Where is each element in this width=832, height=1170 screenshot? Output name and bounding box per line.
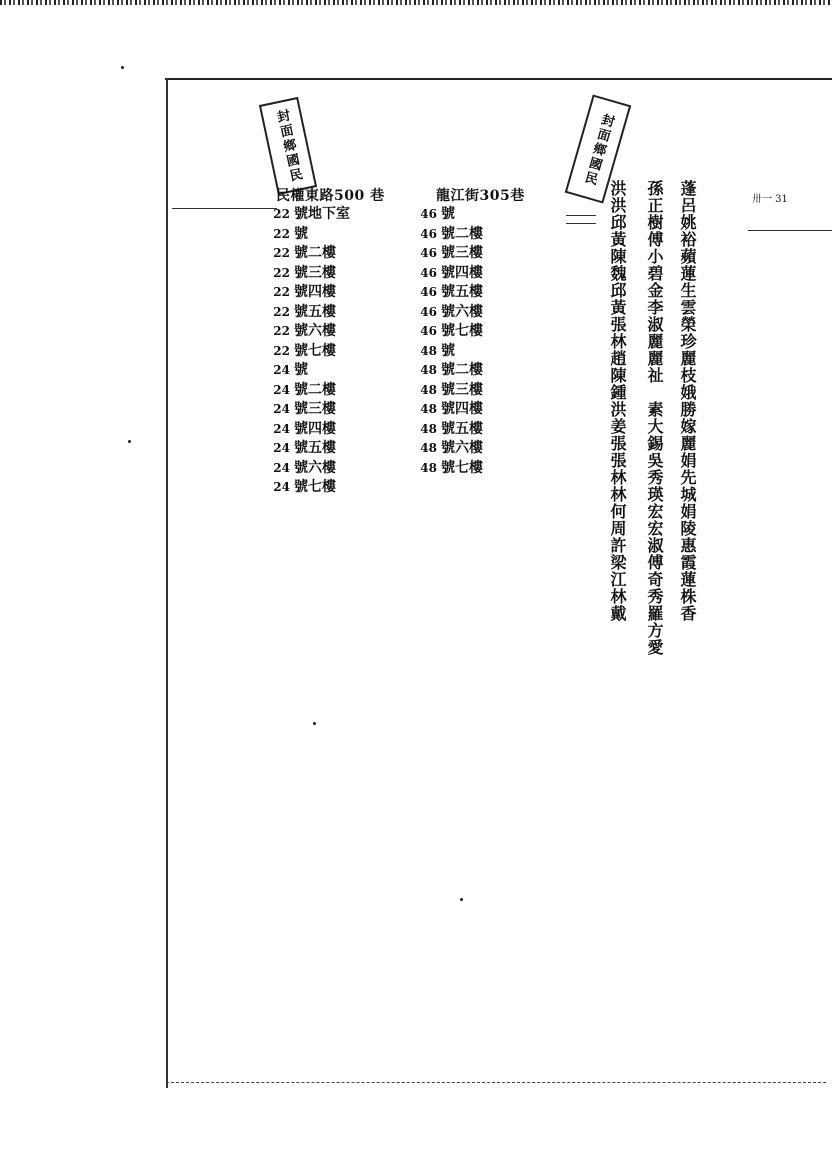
address-row — [415, 205, 483, 225]
address-row — [268, 400, 350, 420]
address-number: 46 — [420, 226, 437, 241]
page-number-fragment: 卅一 31 — [752, 194, 788, 205]
address-floor: 號七樓 — [294, 479, 336, 495]
speck — [460, 898, 463, 901]
address-number: 46 — [420, 304, 437, 319]
street-b-header: 龍江街305巷 — [436, 188, 525, 204]
address-floor: 號三樓 — [441, 381, 483, 398]
address-floor: 號五樓 — [294, 303, 336, 320]
address-row — [268, 381, 350, 401]
address-number: 46 — [420, 265, 437, 280]
address-floor: 號 — [441, 342, 455, 359]
address-floor: 號七樓 — [441, 459, 483, 476]
address-number: 22 — [273, 265, 290, 280]
address-row — [415, 361, 483, 381]
stamp-right-text: 封面鄉國民 — [580, 110, 616, 188]
address-number: 46 — [420, 246, 437, 260]
name-column-2: 孫正樹傅小碧金李淑麗麗祉 素大錫吳秀瑛宏宏淑傅奇秀羅方愛 — [645, 180, 664, 656]
right-rule — [748, 230, 832, 231]
address-number: 48 — [420, 421, 437, 436]
address-floor: 號四樓 — [294, 284, 336, 300]
address-row — [268, 264, 350, 284]
address-number: 48 — [420, 441, 437, 455]
address-row — [415, 244, 483, 264]
address-row — [415, 439, 483, 459]
address-floor: 號二樓 — [294, 381, 336, 398]
street-a-header: 民權東路500 巷 — [276, 188, 385, 204]
address-floor: 號 — [441, 206, 455, 222]
address-number: 22 — [273, 343, 290, 358]
address-number: 46 — [420, 324, 437, 338]
address-floor: 號地下室 — [294, 206, 350, 222]
left-rule — [172, 208, 277, 209]
address-floor: 號七樓 — [441, 323, 483, 339]
scan-edge-strip — [0, 0, 832, 5]
address-number: 48 — [420, 382, 437, 397]
address-row — [415, 381, 483, 401]
address-floor: 號二樓 — [294, 245, 336, 261]
address-row — [415, 400, 483, 420]
name-column-1: 蓬呂姚裕蘋蓮生雲榮珍麗枝娥勝嫁麗娟先城娟陵惠霞蓮株香 — [678, 180, 697, 622]
address-number: 22 — [273, 246, 290, 260]
address-row — [415, 322, 483, 342]
address-number: 24 — [273, 480, 290, 494]
address-floor: 號五樓 — [294, 440, 336, 456]
address-number: 22 — [273, 304, 290, 319]
address-floor: 號七樓 — [294, 342, 336, 359]
address-floor: 號二樓 — [441, 225, 483, 242]
address-row — [268, 342, 350, 362]
address-floor: 號四樓 — [441, 401, 483, 417]
address-row — [268, 420, 350, 440]
address-list-b — [415, 205, 483, 478]
address-number: 22 — [273, 207, 290, 221]
address-row — [415, 225, 483, 245]
address-number: 48 — [420, 402, 437, 416]
address-number: 22 — [273, 285, 290, 299]
address-number: 22 — [273, 324, 290, 338]
address-number: 24 — [273, 460, 290, 475]
address-row — [415, 420, 483, 440]
speck — [313, 722, 316, 725]
address-floor: 號六樓 — [294, 459, 336, 476]
address-floor: 號四樓 — [294, 420, 336, 437]
address-row — [268, 205, 350, 225]
address-row — [268, 303, 350, 323]
address-row — [268, 439, 350, 459]
address-row — [268, 459, 350, 479]
address-number: 46 — [420, 285, 437, 299]
address-floor: 號 — [294, 362, 308, 378]
address-row — [268, 244, 350, 264]
address-floor: 號六樓 — [441, 303, 483, 320]
address-floor: 號三樓 — [441, 245, 483, 261]
address-row — [415, 264, 483, 284]
address-row — [268, 283, 350, 303]
frame-top-border — [165, 78, 832, 80]
address-row — [415, 342, 483, 362]
address-floor: 號五樓 — [441, 284, 483, 300]
speck — [128, 440, 131, 443]
frame-left-border — [166, 78, 168, 1088]
address-number: 24 — [273, 402, 290, 416]
address-floor: 號三樓 — [294, 401, 336, 417]
mid-rule-1 — [566, 215, 596, 216]
address-floor: 號五樓 — [441, 420, 483, 437]
mid-rule-2 — [566, 223, 596, 224]
stamp-left — [259, 97, 317, 195]
address-row — [415, 459, 483, 479]
address-floor: 號三樓 — [294, 264, 336, 281]
address-number: 48 — [420, 460, 437, 475]
address-row — [268, 225, 350, 245]
name-column-3: 洪洪邱黃陳魏邱黃張林趙陳鍾洪姜張張林林何周許梁江林戴 — [608, 180, 627, 622]
address-row — [415, 303, 483, 323]
address-number: 24 — [273, 421, 290, 436]
address-list-a — [268, 205, 350, 498]
address-number: 46 — [420, 207, 437, 221]
address-row — [268, 322, 350, 342]
address-floor: 號六樓 — [294, 323, 336, 339]
address-floor: 號四樓 — [441, 264, 483, 281]
address-floor: 號 — [294, 225, 308, 242]
address-number: 22 — [273, 226, 290, 241]
address-number: 24 — [273, 363, 290, 377]
frame-bottom-border — [166, 1082, 826, 1083]
stamp-left-text: 封面鄉國民 — [272, 107, 304, 185]
address-row — [268, 361, 350, 381]
address-floor: 號六樓 — [441, 440, 483, 456]
address-number: 24 — [273, 441, 290, 455]
address-number: 48 — [420, 343, 437, 358]
address-floor: 號二樓 — [441, 362, 483, 378]
address-number: 48 — [420, 363, 437, 377]
speck — [121, 66, 124, 69]
address-row — [415, 283, 483, 303]
address-number: 24 — [273, 382, 290, 397]
address-row — [268, 478, 350, 498]
